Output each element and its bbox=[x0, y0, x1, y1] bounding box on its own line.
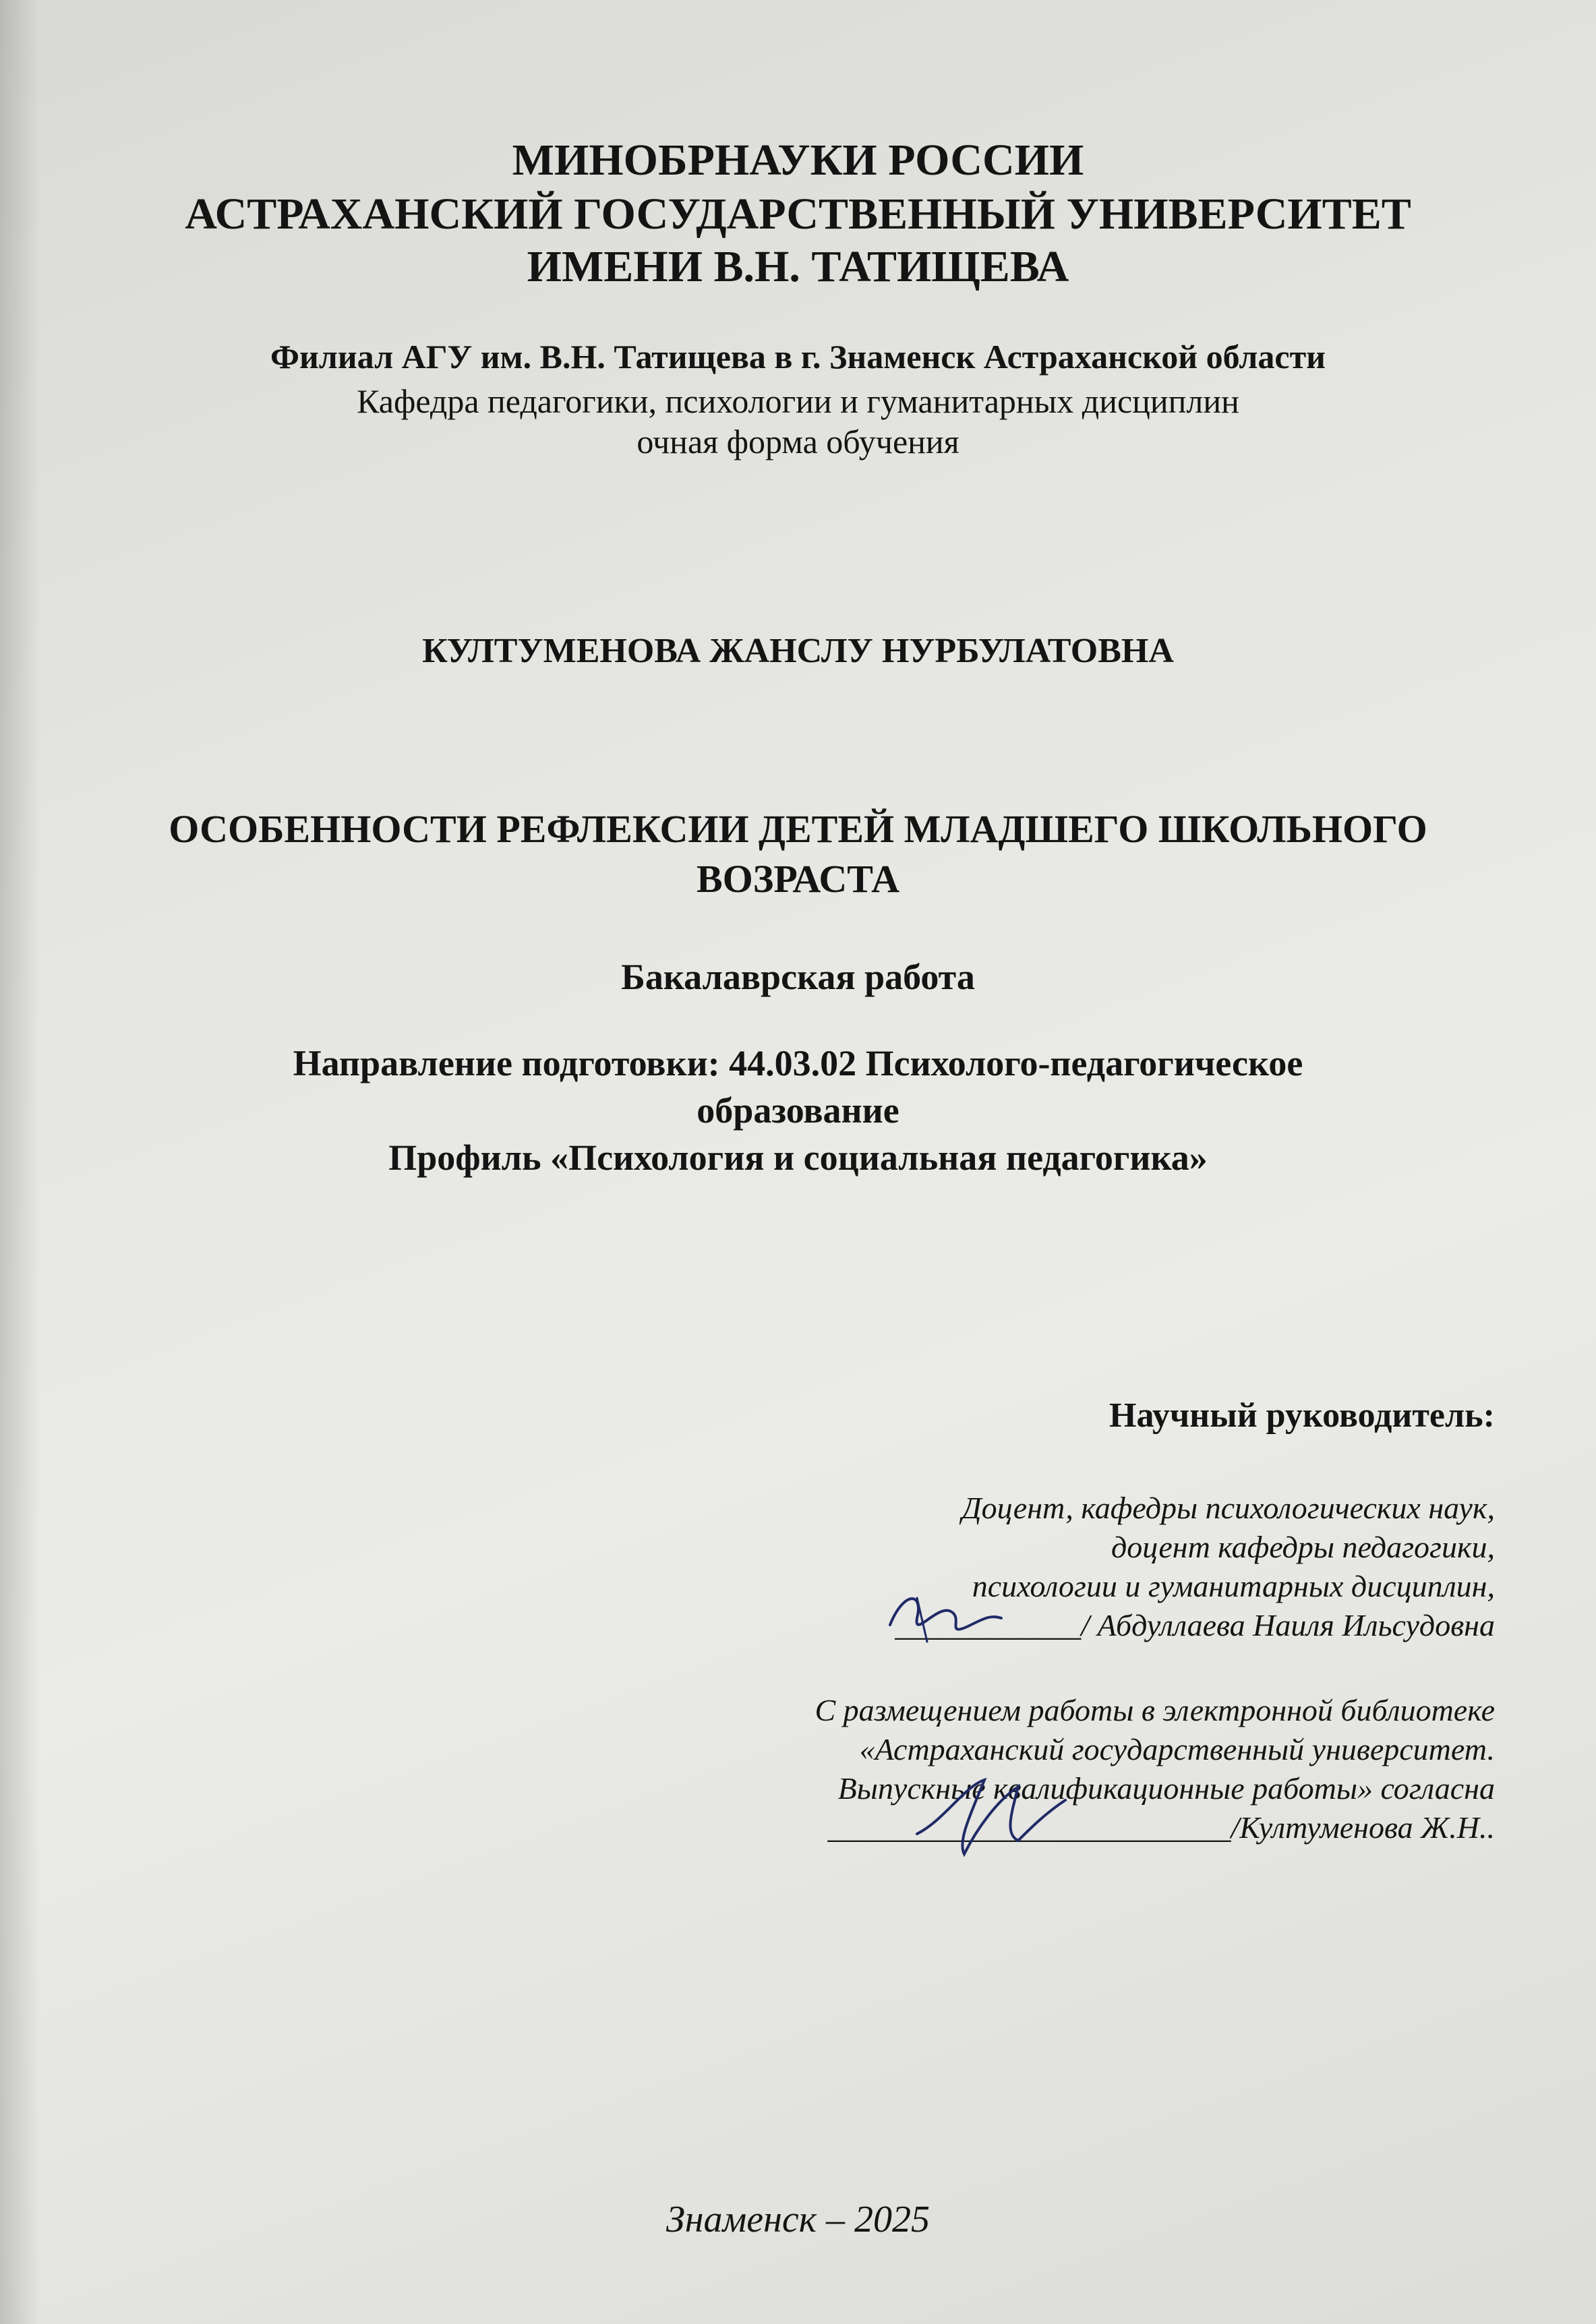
direction-line2: образование bbox=[697, 1090, 899, 1131]
supervisor-line3: психологии и гуманитарных дисциплин, bbox=[972, 1569, 1495, 1603]
consent-signature-line: __________________________/Култуменова Ж.Н.. bbox=[827, 1810, 1495, 1845]
place-year: Знаменск – 2025 bbox=[666, 2199, 930, 2240]
work-type: Бакалаврская работа bbox=[621, 957, 975, 997]
department-name: Кафедра педагогики, психологии и гуманитарных дисциплин bbox=[357, 382, 1239, 420]
consent-line1: С размещением работы в электронной библиотеке bbox=[815, 1693, 1495, 1727]
author-name: КУЛТУМЕНОВА ЖАНСЛУ НУРБУЛАТОВНА bbox=[422, 632, 1174, 670]
thesis-title-line2: ВОЗРАСТА bbox=[697, 857, 899, 901]
supervisor-signature bbox=[877, 1578, 1011, 1659]
supervisor-signature-line: ____________/ Абдуллаева Наиля Ильсудовна bbox=[895, 1608, 1495, 1642]
ministry-heading: МИНОБРНАУКИ РОССИИ bbox=[512, 136, 1084, 185]
student-signature bbox=[904, 1760, 1079, 1868]
thesis-title-line1: ОСОБЕННОСТИ РЕФЛЕКСИИ ДЕТЕЙ МЛАДШЕГО ШКОЛЬНОГО bbox=[169, 807, 1427, 851]
supervisor-line1: Доцент, кафедры психологических наук, bbox=[962, 1491, 1495, 1525]
supervisor-line2: доцент кафедры педагогики, bbox=[1111, 1530, 1495, 1564]
supervisor-heading: Научный руководитель: bbox=[1109, 1396, 1495, 1435]
consent-line2: «Астраханский государственный университет. bbox=[859, 1732, 1495, 1766]
university-heading: АСТРАХАНСКИЙ ГОСУДАРСТВЕННЫЙ УНИВЕРСИТЕТ bbox=[185, 189, 1411, 239]
consent-line3: Выпускные квалификационные работы» согласна bbox=[837, 1771, 1495, 1806]
study-form: очная форма обучения bbox=[637, 423, 959, 460]
direction-line1: Направление подготовки: 44.03.02 Психолого-педагогическое bbox=[293, 1043, 1303, 1083]
branch-name: Филиал АГУ им. В.Н. Татищева в г. Знаменск Астраханской области bbox=[270, 338, 1326, 376]
named-after-heading: ИМЕНИ В.Н. ТАТИЩЕВА bbox=[527, 242, 1069, 291]
profile: Профиль «Психология и социальная педагогика» bbox=[388, 1137, 1208, 1178]
